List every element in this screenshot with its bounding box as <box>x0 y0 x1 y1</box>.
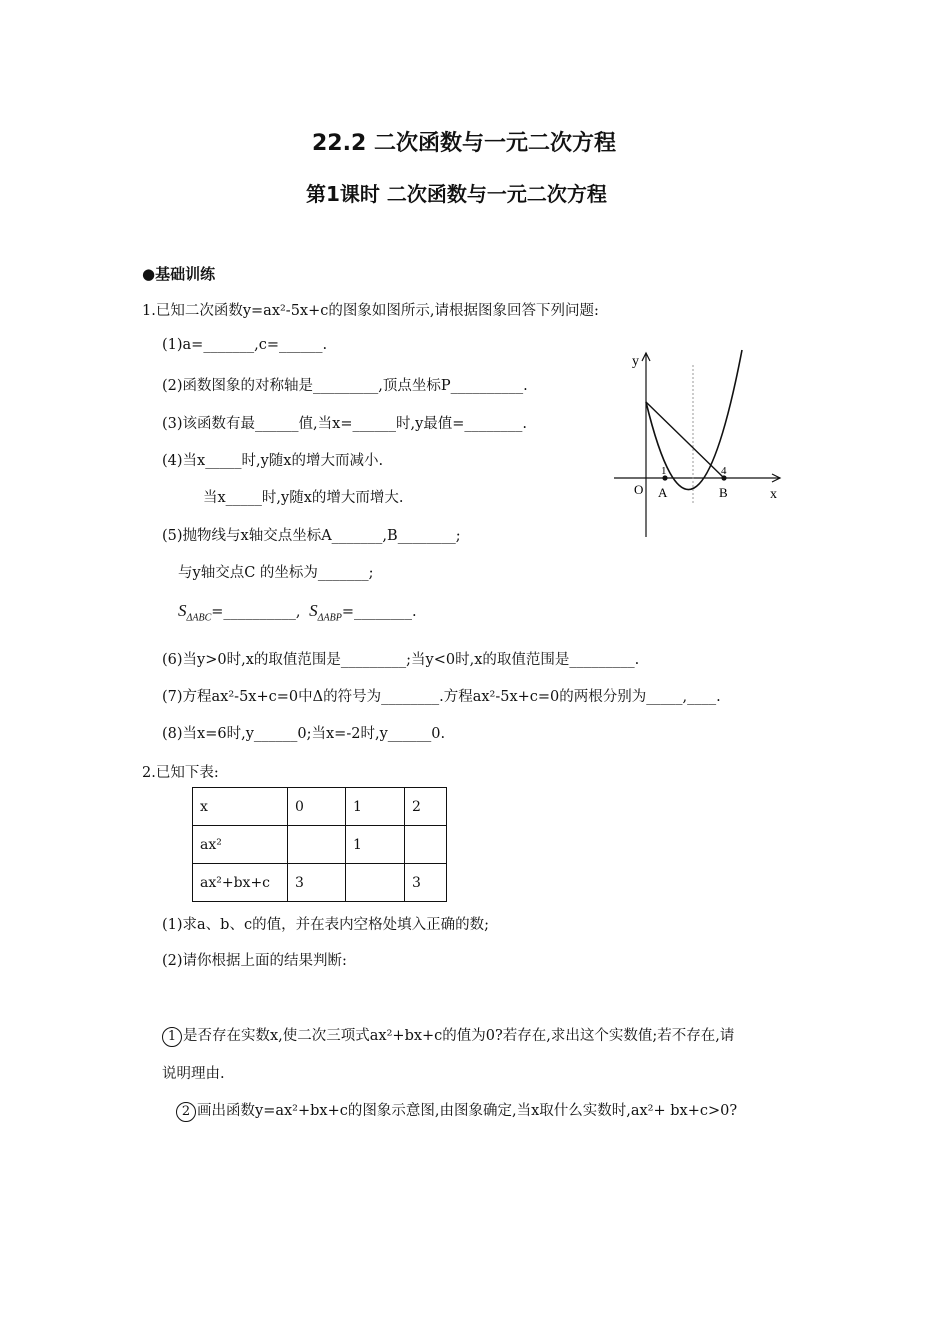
section-heading: ●基础训练 <box>142 265 216 283</box>
area-abc-symbol: $S_{\Delta ABC}$ <box>178 601 212 624</box>
q1-part4a: (4)当x_____时,y随x的增大而减小. <box>162 453 384 469</box>
segment-cb <box>646 402 724 478</box>
value-table <box>192 787 447 902</box>
point-a-label: A <box>658 485 668 500</box>
circled-number-1: 1 <box>162 1027 182 1047</box>
x-axis-label: x <box>770 487 777 502</box>
tick-1-label: 1 <box>661 465 667 477</box>
table-cell: 1 <box>346 826 405 864</box>
table-cell: 1 <box>346 788 405 826</box>
area-abp-symbol: $S_{\Delta ABP}$ <box>309 601 342 624</box>
q1-part1: (1)a=_______,c=______. <box>162 337 328 353</box>
point-b-label: B <box>719 485 728 500</box>
q1-stem: 1.已知二次函数y=ax²-5x+c的图象如图所示,请根据图象回答下列问题: <box>142 303 599 319</box>
q2-subq1-text: 是否存在实数x,使二次三项式ax²+bx+c的值为0?若存在,求出这个实数值;若不存在,请 <box>183 1028 735 1044</box>
q1-part4b: 当x_____时,y随x的增大而增大. <box>203 490 404 506</box>
table-row <box>193 788 447 826</box>
area-abc-blank: =__________, <box>211 604 301 620</box>
table-cell: 0 <box>288 788 346 826</box>
page-title: 22.2 二次函数与一元二次方程 <box>312 131 616 156</box>
y-axis-label: y <box>632 354 639 369</box>
q1-part6: (6)当y>0时,x的取值范围是_________;当y<0时,x的取值范围是_________. <box>162 652 640 668</box>
q1-part8: (8)当x=6时,y______0;当x=-2时,y______0. <box>162 726 446 742</box>
table-cell <box>405 826 447 864</box>
area-abp-blank: =________. <box>341 604 417 620</box>
q1-part5b: 与y轴交点C 的坐标为_______; <box>178 565 374 581</box>
table-row <box>193 864 447 902</box>
q1-area-line <box>178 601 417 623</box>
parabola-graph <box>608 345 788 545</box>
q1-part5a: (5)抛物线与x轴交点坐标A_______,B________; <box>162 528 461 544</box>
q1-part3: (3)该函数有最______值,当x=______时,y最值=________. <box>162 416 528 432</box>
table-cell: 2 <box>405 788 447 826</box>
tick-4-label: 4 <box>721 465 727 477</box>
table-cell: ax² <box>193 826 288 864</box>
q2-subq1-line2: 说明理由. <box>162 1066 225 1082</box>
table-row <box>193 826 447 864</box>
table-cell: x <box>193 788 288 826</box>
q2-part1: (1)求a、b、c的值，并在表内空格处填入正确的数; <box>162 917 489 933</box>
q2-stem: 2.已知下表: <box>142 765 219 781</box>
origin-label: O <box>634 482 644 497</box>
circled-number-2: 2 <box>176 1102 196 1122</box>
table-cell: 3 <box>288 864 346 902</box>
q2-subq1-line1 <box>162 1024 734 1047</box>
table-cell: ax²+bx+c <box>193 864 288 902</box>
page-subtitle: 第1课时 二次函数与一元二次方程 <box>306 182 607 206</box>
q1-part7: (7)方程ax²-5x+c=0中Δ的符号为________.方程ax²-5x+c=0的两根分别为_____,____. <box>162 689 721 705</box>
table-cell <box>346 864 405 902</box>
q2-part2: (2)请你根据上面的结果判断: <box>162 953 347 969</box>
q2-subq2 <box>176 1099 737 1122</box>
table-cell: 3 <box>405 864 447 902</box>
q1-part2: (2)函数图象的对称轴是_________,顶点坐标P__________. <box>162 378 528 394</box>
q2-subq2-text: 画出函数y=ax²+bx+c的图象示意图,由图象确定,当x取什么实数时,ax²+ bx+c>0? <box>197 1103 738 1119</box>
table-cell <box>288 826 346 864</box>
